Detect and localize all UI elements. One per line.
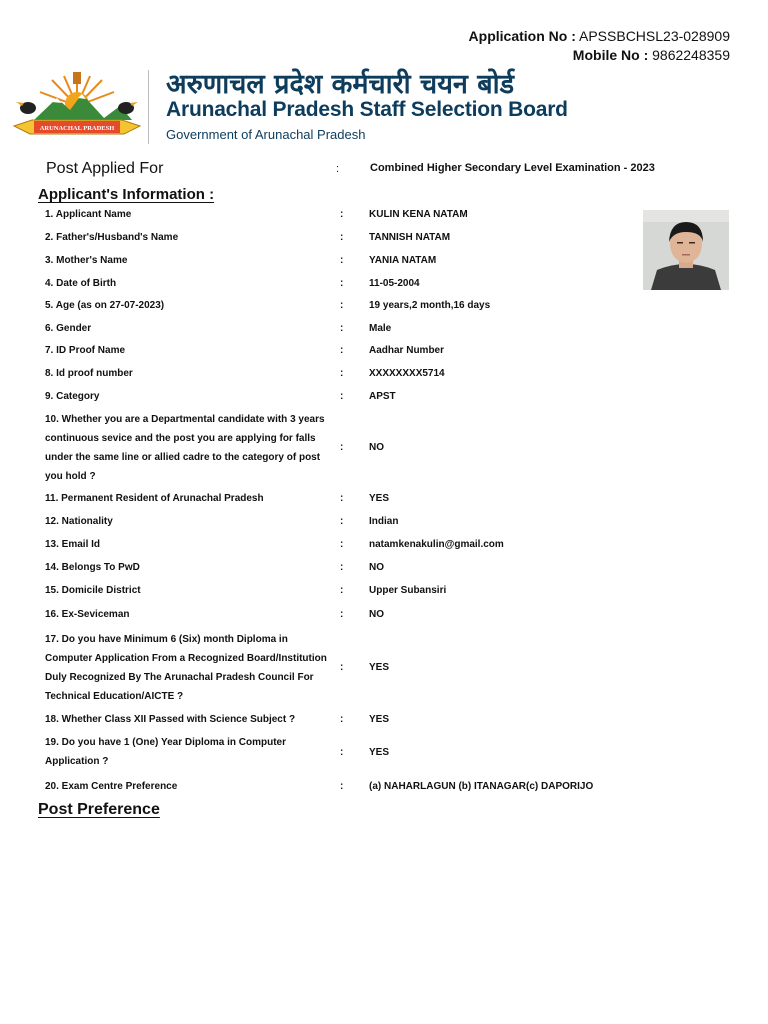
application-number-line bbox=[469, 27, 730, 46]
field-label: 1. Applicant Name bbox=[45, 209, 132, 220]
applicant-portrait-icon bbox=[643, 210, 729, 290]
field-colon: : bbox=[340, 323, 344, 334]
board-title-english: Arunachal Pradesh Staff Selection Board bbox=[166, 98, 568, 121]
field-colon: : bbox=[340, 562, 344, 573]
field-colon: : bbox=[340, 255, 344, 266]
field-colon: : bbox=[340, 747, 344, 758]
field-colon: : bbox=[340, 391, 344, 402]
field-label: 6. Gender bbox=[45, 323, 92, 334]
field-value: Male bbox=[369, 323, 392, 334]
field-colon: : bbox=[340, 442, 344, 453]
field-value: YES bbox=[369, 747, 390, 758]
field-value: YES bbox=[369, 714, 390, 725]
field-label: 20. Exam Centre Preference bbox=[45, 781, 178, 792]
field-label: 7. ID Proof Name bbox=[45, 345, 126, 356]
field-value: Indian bbox=[369, 516, 399, 527]
post-preference-heading: Post Preference bbox=[38, 801, 160, 818]
field-value: 11-05-2004 bbox=[369, 278, 420, 289]
board-header bbox=[12, 68, 612, 148]
field-value: Upper Subansiri bbox=[369, 585, 447, 596]
field-label: 3. Mother's Name bbox=[45, 255, 128, 266]
field-label: 19. Do you have 1 (One) Year Diploma in Computer Application ? bbox=[45, 737, 286, 767]
field-colon: : bbox=[340, 539, 344, 550]
field-value: TANNISH NATAM bbox=[369, 232, 451, 243]
field-colon: : bbox=[340, 209, 344, 220]
field-label: 2. Father's/Husband's Name bbox=[45, 232, 179, 243]
field-colon: : bbox=[340, 232, 344, 243]
field-label: 15. Domicile District bbox=[45, 585, 141, 596]
field-colon: : bbox=[340, 368, 344, 379]
field-colon: : bbox=[340, 345, 344, 356]
field-label: 18. Whether Class XII Passed with Science Subject ? bbox=[45, 714, 296, 725]
field-value: YANIA NATAM bbox=[369, 255, 437, 266]
application-number-label: Application No : bbox=[468, 28, 576, 44]
applicant-info-heading: Applicant's Information : bbox=[38, 186, 215, 203]
mobile-number-value: 9862248359 bbox=[652, 47, 730, 63]
field-value: YES bbox=[369, 493, 390, 504]
field-colon: : bbox=[340, 300, 344, 311]
mobile-number-label: Mobile No : bbox=[572, 47, 649, 63]
post-applied-colon: : bbox=[336, 163, 340, 175]
post-applied-value: Combined Higher Secondary Level Examination - 2023 bbox=[370, 162, 655, 174]
field-label: 4. Date of Birth bbox=[45, 278, 117, 289]
field-value: (a) NAHARLAGUN (b) ITANAGAR(c) DAPORIJO bbox=[369, 781, 594, 792]
field-value: XXXXXXXX5714 bbox=[369, 368, 445, 379]
field-value: NO bbox=[369, 609, 384, 620]
field-colon: : bbox=[340, 714, 344, 725]
board-subtitle: Government of Arunachal Pradesh bbox=[166, 127, 366, 142]
field-value: NO bbox=[369, 442, 384, 453]
header-divider bbox=[148, 70, 149, 144]
field-colon: : bbox=[340, 781, 344, 792]
field-label: 13. Email Id bbox=[45, 539, 101, 550]
field-value: natamkenakulin@gmail.com bbox=[369, 539, 504, 550]
field-label: 11. Permanent Resident of Arunachal Pradesh bbox=[45, 493, 264, 504]
field-value: KULIN KENA NATAM bbox=[369, 209, 468, 220]
field-colon: : bbox=[340, 585, 344, 596]
field-colon: : bbox=[340, 662, 344, 673]
field-value: APST bbox=[369, 391, 396, 402]
field-value: 19 years,2 month,16 days bbox=[369, 300, 491, 311]
application-number-value: APSSBCHSL23-028909 bbox=[579, 28, 730, 44]
field-value: Aadhar Number bbox=[369, 345, 445, 356]
logo-banner-text: ARUNACHAL PRADESH bbox=[39, 125, 115, 132]
field-colon: : bbox=[340, 278, 344, 289]
mobile-number-line bbox=[469, 46, 730, 65]
board-logo-icon bbox=[12, 68, 142, 140]
field-colon: : bbox=[340, 516, 344, 527]
application-info bbox=[469, 27, 730, 65]
field-colon: : bbox=[340, 609, 344, 620]
board-title-hindi: अरुणाचल प्रदेश कर्मचारी चयन बोर्ड bbox=[166, 69, 515, 100]
field-label: 5. Age (as on 27-07-2023) bbox=[45, 300, 165, 311]
field-label: 8. Id proof number bbox=[45, 368, 133, 379]
field-label: 14. Belongs To PwD bbox=[45, 562, 140, 573]
field-colon: : bbox=[340, 493, 344, 504]
field-label: 12. Nationality bbox=[45, 516, 113, 527]
field-value: NO bbox=[369, 562, 384, 573]
applicant-photo bbox=[643, 210, 729, 290]
field-label: 16. Ex-Seviceman bbox=[45, 609, 130, 620]
post-applied-label: Post Applied For bbox=[46, 160, 164, 177]
field-label: 9. Category bbox=[45, 391, 100, 402]
field-label: 10. Whether you are a Departmental candidate with 3 years continuous sevice and the post you are applying for falls under the same line or allied cadre to the category of post you hold ? bbox=[45, 414, 325, 482]
field-label: 17. Do you have Minimum 6 (Six) month Diploma in Computer Application From a Recognized Board/Institution Duly Recognized By The Arunachal Pradesh Council For Technical Education/AICTE ? bbox=[45, 634, 327, 702]
field-value: YES bbox=[369, 662, 390, 673]
